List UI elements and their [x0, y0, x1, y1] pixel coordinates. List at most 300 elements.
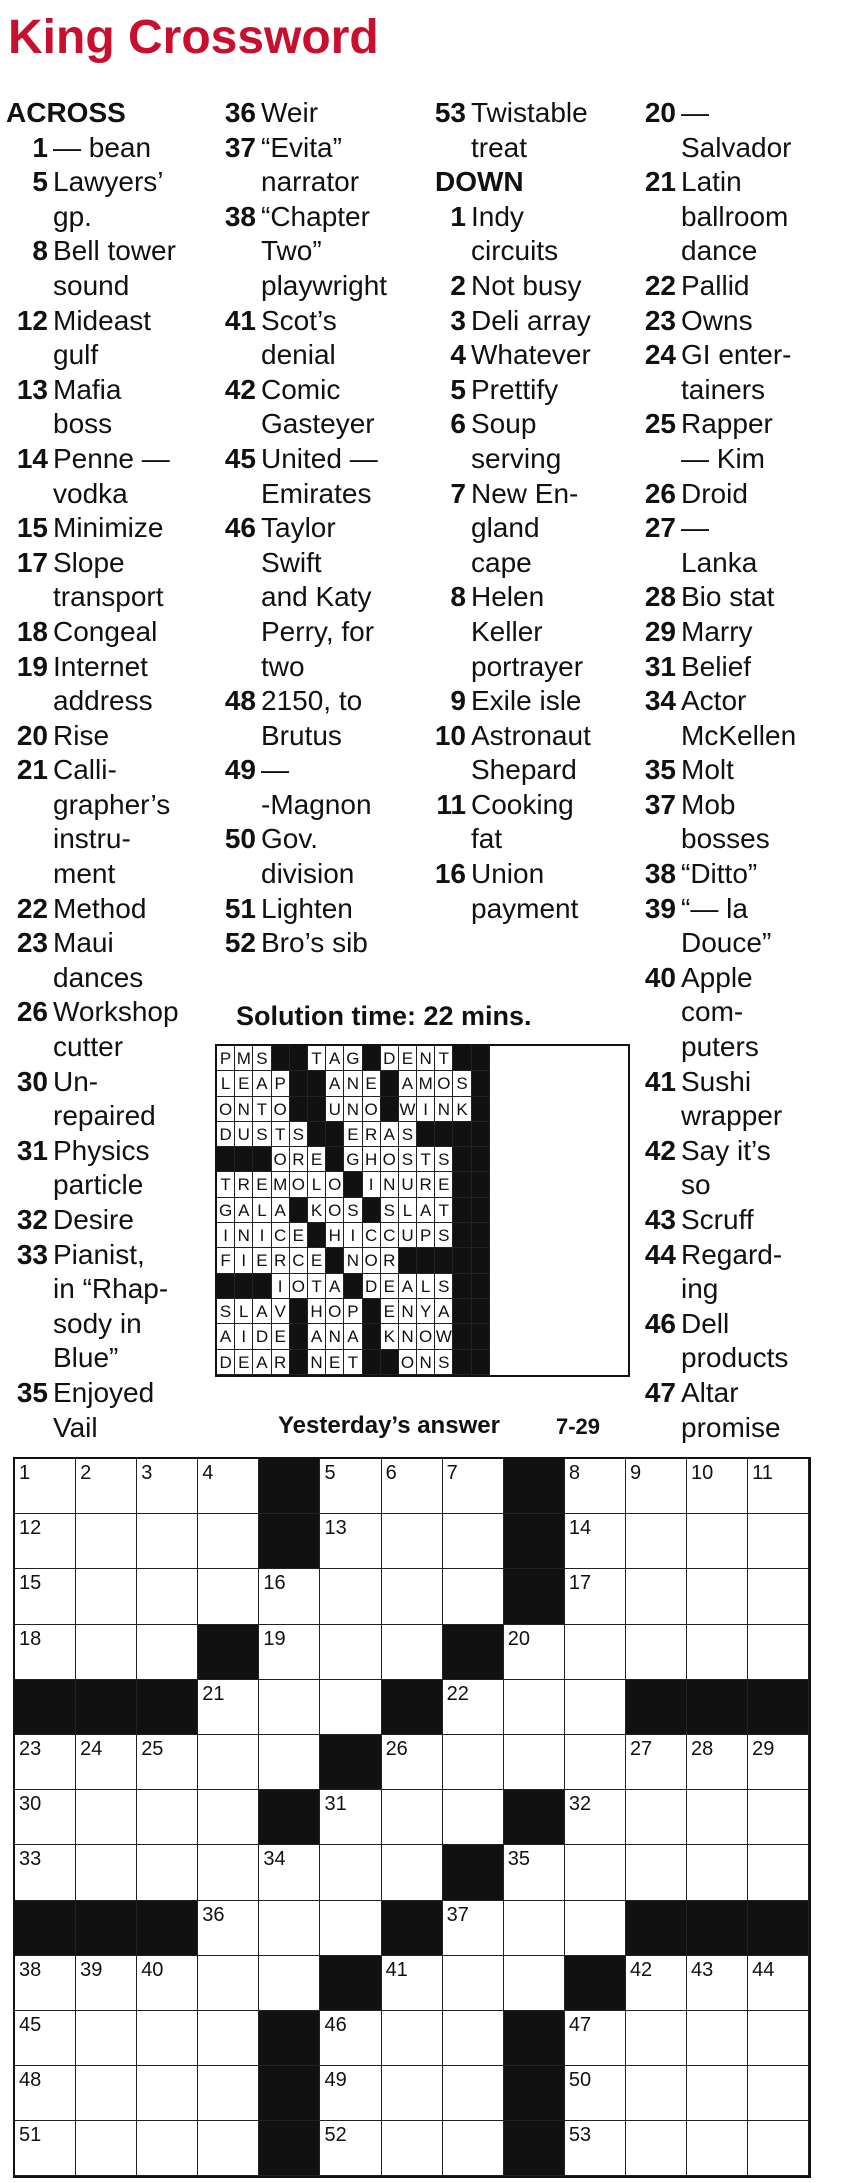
clue-text: Bell tower sound: [53, 235, 176, 301]
grid-cell[interactable]: [76, 1514, 137, 1569]
mini-letter-cell: N: [326, 1324, 344, 1349]
mini-letter-cell: Y: [417, 1299, 435, 1324]
mini-letter-cell: O: [435, 1071, 453, 1096]
grid-cell[interactable]: [748, 1790, 809, 1845]
grid-cell[interactable]: [687, 2121, 748, 2176]
grid-cell[interactable]: [76, 1459, 137, 1514]
grid-cell[interactable]: [626, 1735, 687, 1790]
grid-cell[interactable]: [565, 2011, 626, 2066]
grid-cell[interactable]: [198, 1680, 259, 1735]
grid-cell[interactable]: [382, 1956, 443, 2011]
mini-letter-cell: T: [344, 1350, 362, 1375]
clue-text: Calli- grapher’s instru- ment: [53, 754, 171, 890]
grid-cell[interactable]: [565, 1790, 626, 1845]
black-square: [504, 1459, 565, 1514]
grid-cell[interactable]: [382, 1790, 443, 1845]
grid-cell[interactable]: [15, 2011, 76, 2066]
black-square: [259, 2066, 320, 2121]
clue-item: [212, 926, 424, 961]
grid-cell[interactable]: [687, 2066, 748, 2121]
grid-cell[interactable]: [198, 1901, 259, 1956]
cell-number: 36: [202, 1903, 225, 1926]
mini-letter-cell: O: [290, 1274, 308, 1299]
grid-cell[interactable]: [626, 1514, 687, 1569]
yesterday-answer-label: Yesterday’s answer: [278, 1412, 500, 1439]
mini-letter-cell: A: [272, 1198, 290, 1223]
mini-black-square: [290, 1097, 308, 1122]
grid-cell[interactable]: [443, 2011, 504, 2066]
mini-letter-cell: P: [217, 1046, 235, 1071]
mini-letter-cell: C: [290, 1248, 308, 1273]
grid-cell[interactable]: [443, 1514, 504, 1569]
clue-text: Apple com- puters: [681, 961, 759, 1063]
grid-cell[interactable]: [137, 1735, 198, 1790]
mini-letter-cell: S: [435, 1223, 453, 1248]
mini-letter-cell: T: [308, 1274, 326, 1299]
grid-cell[interactable]: [382, 2011, 443, 2066]
clue-item: [4, 1203, 212, 1238]
grid-cell[interactable]: [137, 1790, 198, 1845]
clue-text: Taylor Swift and Katy Perry, for two: [261, 512, 375, 682]
black-square: [504, 1514, 565, 1569]
clue-text: GI enter- tainers: [681, 339, 792, 405]
grid-cell[interactable]: [748, 1514, 809, 1569]
mini-black-square: [253, 1147, 271, 1172]
mini-letter-cell: E: [381, 1299, 399, 1324]
mini-letter-cell: N: [399, 1299, 417, 1324]
mini-letter-cell: S: [435, 1350, 453, 1375]
clue-item: [4, 546, 212, 615]
grid-cell[interactable]: [382, 1459, 443, 1514]
clue-number: 7: [450, 477, 466, 509]
mini-letter-cell: I: [344, 1223, 362, 1248]
grid-cell[interactable]: [687, 2011, 748, 2066]
clue-text: — bean: [53, 131, 152, 163]
grid-cell[interactable]: [76, 1569, 137, 1624]
clue-item: [4, 131, 212, 166]
clue-number: 3: [450, 304, 466, 336]
clue-text: Soup serving: [471, 408, 562, 474]
mini-black-square: [272, 1046, 290, 1071]
grid-cell[interactable]: [382, 1845, 443, 1900]
grid-cell[interactable]: [626, 1790, 687, 1845]
grid-cell[interactable]: [748, 1459, 809, 1514]
black-square: [504, 2011, 565, 2066]
grid-cell[interactable]: [443, 1680, 504, 1735]
grid-cell[interactable]: [748, 1845, 809, 1900]
grid-cell[interactable]: [504, 1680, 565, 1735]
clue-number: 13: [16, 373, 48, 405]
grid-cell[interactable]: [504, 1901, 565, 1956]
clue-number: 16: [434, 858, 466, 890]
grid-cell[interactable]: [259, 1956, 320, 2011]
mini-letter-cell: D: [381, 1046, 399, 1071]
grid-cell[interactable]: [748, 1956, 809, 2011]
grid-cell[interactable]: [382, 1569, 443, 1624]
mini-black-square: [363, 1350, 381, 1375]
grid-cell[interactable]: [198, 2121, 259, 2176]
cell-number: 7: [446, 1462, 458, 1484]
grid-cell[interactable]: [137, 1845, 198, 1900]
grid-cell[interactable]: [565, 1845, 626, 1900]
mini-letter-cell: O: [272, 1147, 290, 1172]
black-square: [748, 1680, 809, 1735]
clue-number: 37: [224, 131, 256, 163]
grid-cell[interactable]: [748, 1625, 809, 1680]
grid-cell[interactable]: [443, 2121, 504, 2176]
clue-item: [632, 615, 841, 650]
clue-text: Physics particle: [53, 1134, 150, 1201]
mini-letter-cell: N: [417, 1350, 435, 1375]
black-square: [259, 2011, 320, 2066]
mini-black-square: [363, 1324, 381, 1349]
mini-letter-cell: O: [363, 1097, 381, 1122]
cell-number: 29: [752, 1737, 775, 1760]
cell-number: 43: [691, 1958, 714, 1981]
grid-cell[interactable]: [687, 1625, 748, 1680]
cell-number: 24: [80, 1737, 103, 1760]
mini-black-square: [453, 1350, 471, 1375]
mini-letter-cell: T: [435, 1046, 453, 1071]
grid-cell[interactable]: [137, 2121, 198, 2176]
grid-cell[interactable]: [626, 1569, 687, 1624]
cell-number: 38: [19, 1958, 42, 1981]
grid-cell[interactable]: [15, 1790, 76, 1845]
grid-cell[interactable]: [748, 2011, 809, 2066]
grid-cell[interactable]: [748, 2066, 809, 2121]
grid-cell[interactable]: [687, 1735, 748, 1790]
grid-cell[interactable]: [137, 1514, 198, 1569]
grid-cell[interactable]: [15, 2121, 76, 2176]
grid-cell[interactable]: [15, 1459, 76, 1514]
grid-cell[interactable]: [198, 1569, 259, 1624]
grid-cell[interactable]: [137, 1956, 198, 2011]
grid-cell[interactable]: [626, 2121, 687, 2176]
grid-cell[interactable]: [320, 1569, 381, 1624]
mini-black-square: [453, 1274, 471, 1299]
mini-letter-cell: S: [253, 1046, 271, 1071]
grid-cell[interactable]: [198, 1956, 259, 2011]
grid-cell[interactable]: [748, 2121, 809, 2176]
grid-cell[interactable]: [443, 1901, 504, 1956]
grid-cell[interactable]: [198, 2011, 259, 2066]
clue-item: [4, 165, 212, 234]
mini-letter-cell: N: [381, 1172, 399, 1197]
clue-item: [632, 892, 841, 961]
grid-cell[interactable]: [626, 1845, 687, 1900]
grid-cell[interactable]: [15, 2066, 76, 2121]
grid-cell[interactable]: [565, 1680, 626, 1735]
grid-cell[interactable]: [15, 1845, 76, 1900]
clue-number: 35: [644, 754, 676, 786]
grid-cell[interactable]: [76, 1956, 137, 2011]
cell-number: 13: [324, 1517, 347, 1540]
cell-number: 14: [568, 1517, 592, 1540]
grid-cell[interactable]: [198, 1790, 259, 1845]
clue-item: [212, 304, 424, 373]
grid-cell[interactable]: [76, 1845, 137, 1900]
clue-number: 18: [16, 615, 48, 647]
mini-letter-cell: A: [399, 1071, 417, 1096]
cell-number: 45: [19, 2013, 42, 2036]
cell-number: 42: [629, 1958, 653, 1981]
mini-letter-cell: E: [381, 1274, 399, 1299]
page-title: King Crossword: [8, 11, 379, 64]
clue-text: Deli array: [471, 304, 591, 336]
grid-cell[interactable]: [565, 1459, 626, 1514]
grid-cell[interactable]: [504, 1735, 565, 1790]
grid-cell[interactable]: [137, 1459, 198, 1514]
mini-letter-cell: E: [308, 1248, 326, 1273]
mini-letter-cell: E: [344, 1122, 362, 1147]
clue-item: [422, 96, 634, 165]
grid-cell[interactable]: [76, 2011, 137, 2066]
mini-letter-cell: T: [272, 1122, 290, 1147]
grid-cell[interactable]: [626, 1956, 687, 2011]
clue-text: Marry: [681, 615, 753, 647]
grid-cell[interactable]: [198, 1735, 259, 1790]
black-square: [15, 1901, 76, 1956]
clue-text: Rapper — Kim: [681, 408, 773, 474]
mini-letter-cell: P: [417, 1223, 435, 1248]
cell-number: 39: [80, 1958, 103, 1981]
mini-black-square: [308, 1071, 326, 1096]
mini-letter-cell: S: [217, 1299, 235, 1324]
grid-cell[interactable]: [15, 1735, 76, 1790]
mini-letter-cell: I: [363, 1172, 381, 1197]
grid-cell[interactable]: [198, 1845, 259, 1900]
mini-letter-cell: T: [308, 1046, 326, 1071]
clue-item: [632, 407, 841, 476]
grid-cell[interactable]: [320, 2011, 381, 2066]
grid-cell[interactable]: [565, 2121, 626, 2176]
mini-letter-cell: P: [344, 1299, 362, 1324]
grid-cell[interactable]: [320, 1459, 381, 1514]
grid-cell[interactable]: [565, 1901, 626, 1956]
clue-number: 24: [644, 339, 676, 371]
cell-number: 50: [568, 2069, 592, 2092]
grid-cell[interactable]: [198, 1514, 259, 1569]
grid-cell[interactable]: [382, 2121, 443, 2176]
clue-text: Dell products: [681, 1307, 789, 1374]
cell-number: 2: [80, 1462, 92, 1484]
mini-letter-cell: A: [326, 1274, 344, 1299]
clue-number: 47: [644, 1376, 676, 1408]
black-square: [320, 1735, 381, 1790]
cell-number: 16: [263, 1572, 286, 1595]
black-square: [76, 1901, 137, 1956]
mini-black-square: [326, 1248, 344, 1273]
grid-cell[interactable]: [626, 2011, 687, 2066]
grid-cell[interactable]: [259, 1735, 320, 1790]
clue-text: — Salvador: [681, 97, 792, 163]
grid-cell[interactable]: [137, 2066, 198, 2121]
clue-item: [4, 511, 212, 546]
grid-cell[interactable]: [15, 1514, 76, 1569]
clue-text: Astronaut Shepard: [471, 719, 591, 786]
mini-black-square: [290, 1350, 308, 1375]
grid-cell[interactable]: [382, 1625, 443, 1680]
clue-item: [632, 1238, 841, 1307]
grid-cell[interactable]: [382, 2066, 443, 2121]
grid-cell[interactable]: [626, 1459, 687, 1514]
mini-letter-cell: E: [290, 1223, 308, 1248]
clue-item: [4, 373, 212, 442]
grid-cell[interactable]: [320, 1680, 381, 1735]
clue-number: 40: [644, 961, 676, 993]
mini-black-square: [453, 1299, 471, 1324]
mini-letter-cell: S: [381, 1198, 399, 1223]
mini-letter-cell: A: [308, 1324, 326, 1349]
grid-cell[interactable]: [320, 2121, 381, 2176]
clue-item: [4, 1238, 212, 1376]
grid-cell[interactable]: [443, 1956, 504, 2011]
clue-number: 4: [450, 339, 466, 371]
mini-black-square: [472, 1324, 490, 1349]
black-square: [198, 1625, 259, 1680]
grid-cell[interactable]: [320, 1901, 381, 1956]
grid-cell[interactable]: [259, 1569, 320, 1624]
clue-number: 1: [450, 200, 466, 232]
grid-cell[interactable]: [626, 2066, 687, 2121]
cell-number: 4: [202, 1462, 214, 1484]
grid-cell[interactable]: [687, 1459, 748, 1514]
clue-item: [212, 822, 424, 891]
clue-text: Mideast gulf: [53, 304, 152, 371]
grid-cell[interactable]: [748, 1569, 809, 1624]
clue-item: [212, 373, 424, 442]
cell-number: 49: [324, 2069, 347, 2092]
cell-number: 10: [691, 1462, 714, 1484]
clue-item: [632, 1134, 841, 1203]
grid-cell[interactable]: [443, 1790, 504, 1845]
down-clue-list: [632, 96, 841, 1445]
clue-item: [212, 442, 424, 511]
cell-number: 33: [19, 1848, 42, 1871]
clue-number: 14: [16, 442, 48, 474]
grid-cell[interactable]: [443, 1569, 504, 1624]
clue-text: Union payment: [471, 858, 579, 924]
grid-cell[interactable]: [565, 1514, 626, 1569]
grid-cell[interactable]: [320, 1845, 381, 1900]
grid-cell[interactable]: [687, 1569, 748, 1624]
clue-item: [632, 684, 841, 753]
grid-cell[interactable]: [259, 1680, 320, 1735]
grid-cell[interactable]: [565, 2066, 626, 2121]
clue-text: Mob bosses: [681, 788, 770, 855]
grid-cell[interactable]: [443, 2066, 504, 2121]
across-heading: ACROSS: [6, 97, 126, 128]
grid-cell[interactable]: [382, 1514, 443, 1569]
clue-text: New En- gland cape: [471, 477, 579, 578]
clue-item: [4, 442, 212, 511]
grid-cell[interactable]: [320, 1625, 381, 1680]
clue-number: 27: [644, 512, 676, 544]
grid-cell[interactable]: [504, 1845, 565, 1900]
clue-text: Desire: [53, 1204, 134, 1235]
grid-cell[interactable]: [76, 1625, 137, 1680]
grid-cell[interactable]: [443, 1735, 504, 1790]
clues-column-2: [212, 96, 424, 961]
clue-number: 11: [436, 788, 466, 820]
grid-cell[interactable]: [320, 1790, 381, 1845]
mini-letter-cell: O: [326, 1172, 344, 1197]
grid-cell[interactable]: [15, 1956, 76, 2011]
cell-number: 28: [691, 1737, 714, 1760]
grid-cell[interactable]: [687, 1514, 748, 1569]
mini-letter-cell: K: [308, 1198, 326, 1223]
grid-cell[interactable]: [137, 1569, 198, 1624]
yesterday-answer-grid: [215, 1044, 630, 1377]
mini-black-square: [453, 1248, 471, 1273]
grid-cell[interactable]: [137, 1625, 198, 1680]
black-square: [259, 1459, 320, 1514]
mini-black-square: [453, 1046, 471, 1071]
cell-number: 52: [324, 2124, 347, 2147]
grid-cell[interactable]: [320, 2066, 381, 2121]
clue-item: [4, 615, 212, 650]
cell-number: 22: [446, 1682, 469, 1705]
grid-cell[interactable]: [382, 1735, 443, 1790]
grid-cell[interactable]: [76, 1790, 137, 1845]
mini-black-square: [472, 1122, 490, 1147]
grid-cell[interactable]: [198, 2066, 259, 2121]
grid-cell[interactable]: [137, 2011, 198, 2066]
grid-cell[interactable]: [687, 1790, 748, 1845]
grid-cell[interactable]: [687, 1956, 748, 2011]
grid-cell[interactable]: [504, 1956, 565, 2011]
grid-cell[interactable]: [15, 1569, 76, 1624]
mini-letter-cell: I: [235, 1248, 253, 1273]
clue-number: 10: [434, 719, 466, 751]
grid-cell[interactable]: [504, 1625, 565, 1680]
grid-cell[interactable]: [565, 1569, 626, 1624]
grid-cell[interactable]: [76, 2121, 137, 2176]
clue-item: [212, 511, 424, 684]
mini-letter-cell: N: [344, 1097, 362, 1122]
black-square: [565, 1956, 626, 2011]
grid-cell[interactable]: [748, 1735, 809, 1790]
grid-cell[interactable]: [565, 1625, 626, 1680]
mini-letter-cell: M: [235, 1046, 253, 1071]
grid-cell[interactable]: [443, 1459, 504, 1514]
clue-item: [632, 961, 841, 1065]
clue-text: Prettify: [471, 373, 559, 405]
grid-cell[interactable]: [259, 1901, 320, 1956]
grid-cell[interactable]: [76, 2066, 137, 2121]
grid-cell[interactable]: [626, 1625, 687, 1680]
clue-number: 46: [224, 512, 256, 544]
clue-number: 1: [32, 131, 48, 163]
clue-item: [632, 788, 841, 857]
cell-number: 15: [19, 1572, 42, 1595]
grid-cell[interactable]: [15, 1625, 76, 1680]
grid-cell[interactable]: [76, 1735, 137, 1790]
grid-cell[interactable]: [320, 1514, 381, 1569]
grid-cell[interactable]: [198, 1459, 259, 1514]
mini-letter-cell: U: [235, 1122, 253, 1147]
crossword-grid[interactable]: [13, 1457, 811, 2178]
clue-text: Pianist, in “Rhap- sody in Blue”: [53, 1238, 169, 1374]
clue-number: 51: [224, 892, 256, 924]
grid-cell[interactable]: [259, 1625, 320, 1680]
grid-cell[interactable]: [687, 1845, 748, 1900]
grid-cell[interactable]: [259, 1845, 320, 1900]
clue-number: 26: [644, 477, 676, 509]
grid-cell[interactable]: [565, 1735, 626, 1790]
black-square: [443, 1625, 504, 1680]
mini-letter-cell: R: [235, 1172, 253, 1197]
